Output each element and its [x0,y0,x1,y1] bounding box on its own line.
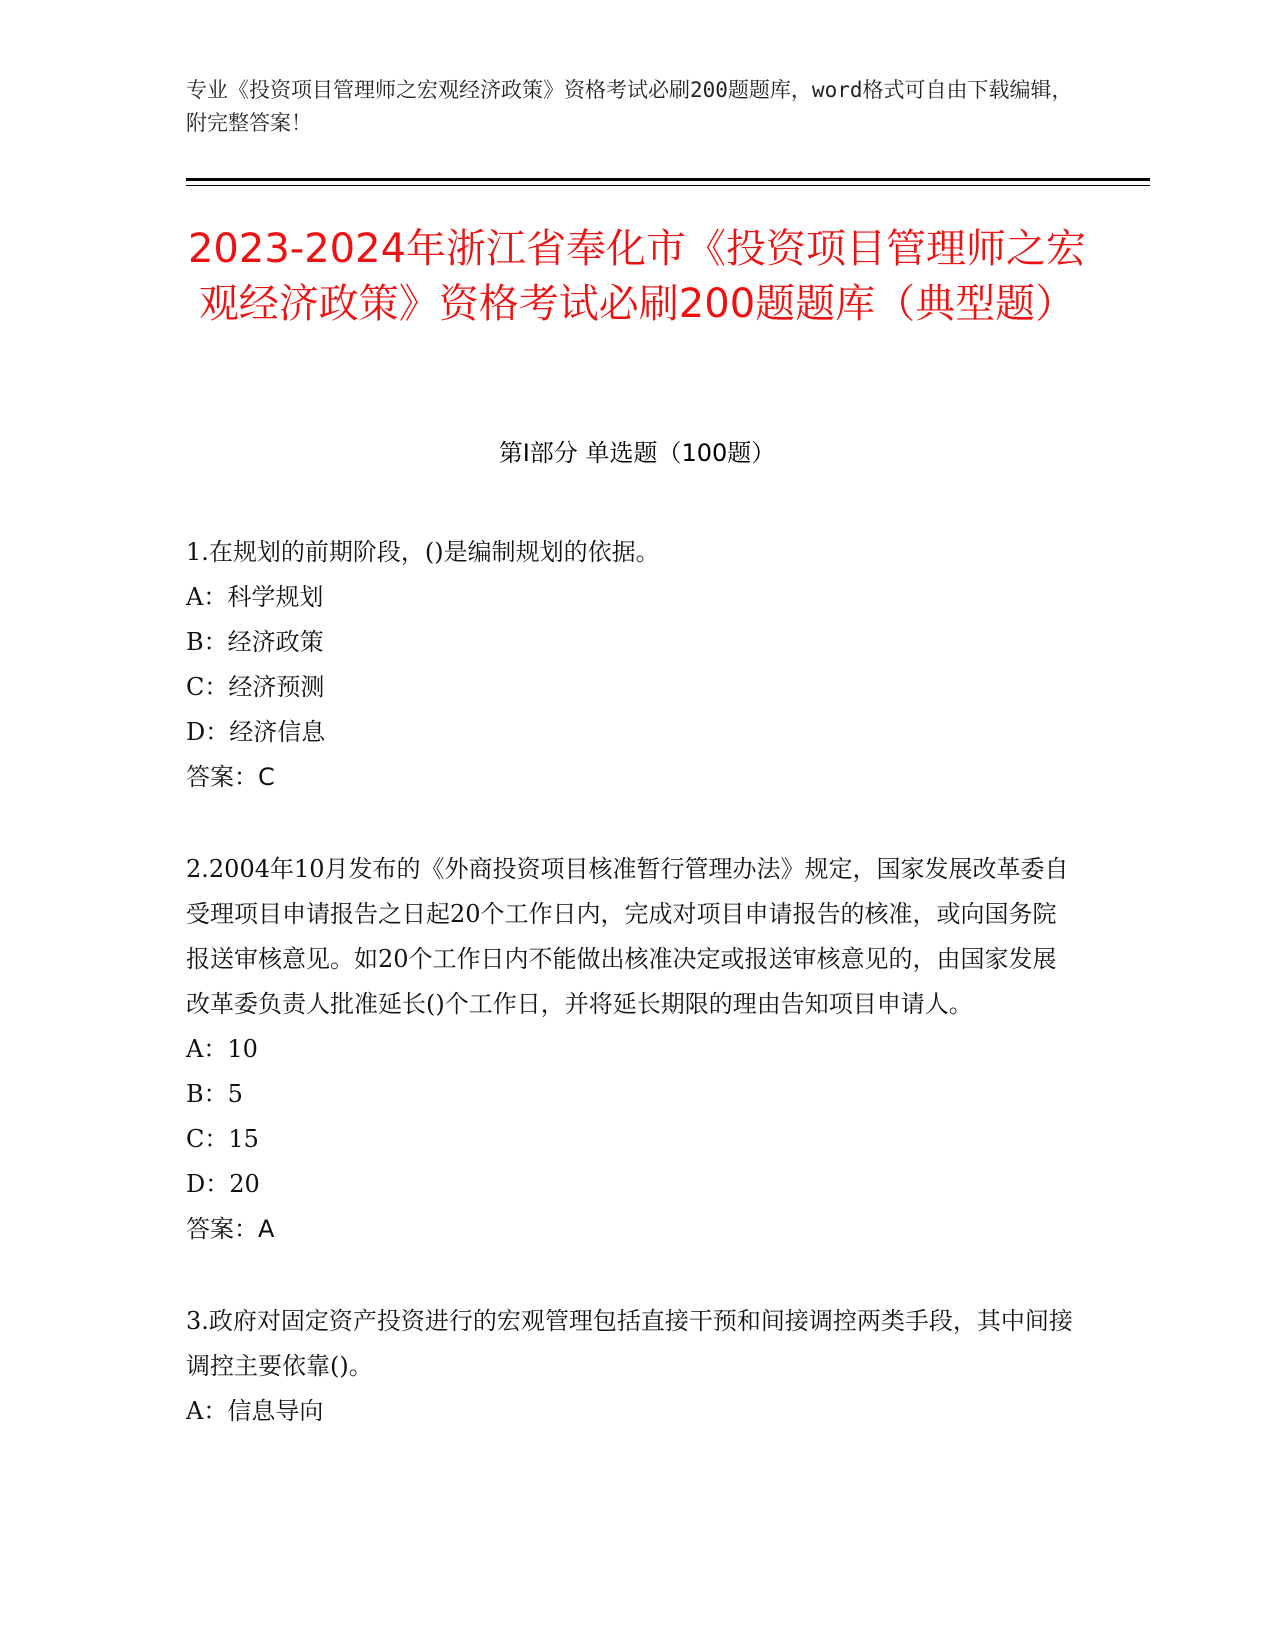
question-1 [186,530,1076,800]
option-d: D：20 [186,1170,260,1198]
option-c: C：15 [186,1125,259,1153]
answer: 答案：A [186,1215,275,1243]
document-title: 2023-2024年浙江省奉化市《投资项目管理师之宏观经济政策》资格考试必刷200题题库（典型题） [187,226,1087,327]
option-a: A：10 [186,1035,258,1063]
header-rule-thin [186,185,1150,186]
question-list [186,530,1076,1481]
answer: 答案：C [186,763,275,791]
header-rule-thick [186,178,1150,181]
option-c: C：经济预测 [186,673,325,701]
question-text: 3.政府对固定资产投资进行的宏观管理包括直接干预和间接调控两类手段，其中间接调控主要依靠()。 [186,1307,1073,1380]
option-b: B：经济政策 [186,628,324,656]
option-a: A：信息导向 [186,1397,324,1425]
option-b: B：5 [186,1080,243,1108]
header-note: 专业《投资项目管理师之宏观经济政策》资格考试必刷200题题库，word格式可自由下载编辑，附完整答案！ [186,78,1073,135]
question-text: 1.在规划的前期阶段，()是编制规划的依据。 [186,538,660,566]
option-a: A：科学规划 [186,583,324,611]
question-2 [186,847,1076,1252]
option-d: D：经济信息 [186,718,326,746]
question-text: 2.2004年10月发布的《外商投资项目核准暂行管理办法》规定，国家发展改革委自受理项目申请报告之日起20个工作日内，完成对项目申请报告的核准，或向国务院报送审核意见。如20个工作日内不能做出核准决定或报送审核意见的，由国家发展改革委负责人批准延长()个工作日，并将延长期限的理由告知项目申请人。 [186,855,1069,1018]
section-heading: 第Ⅰ部分 单选题（100题） [498,439,776,467]
question-3 [186,1299,1076,1434]
